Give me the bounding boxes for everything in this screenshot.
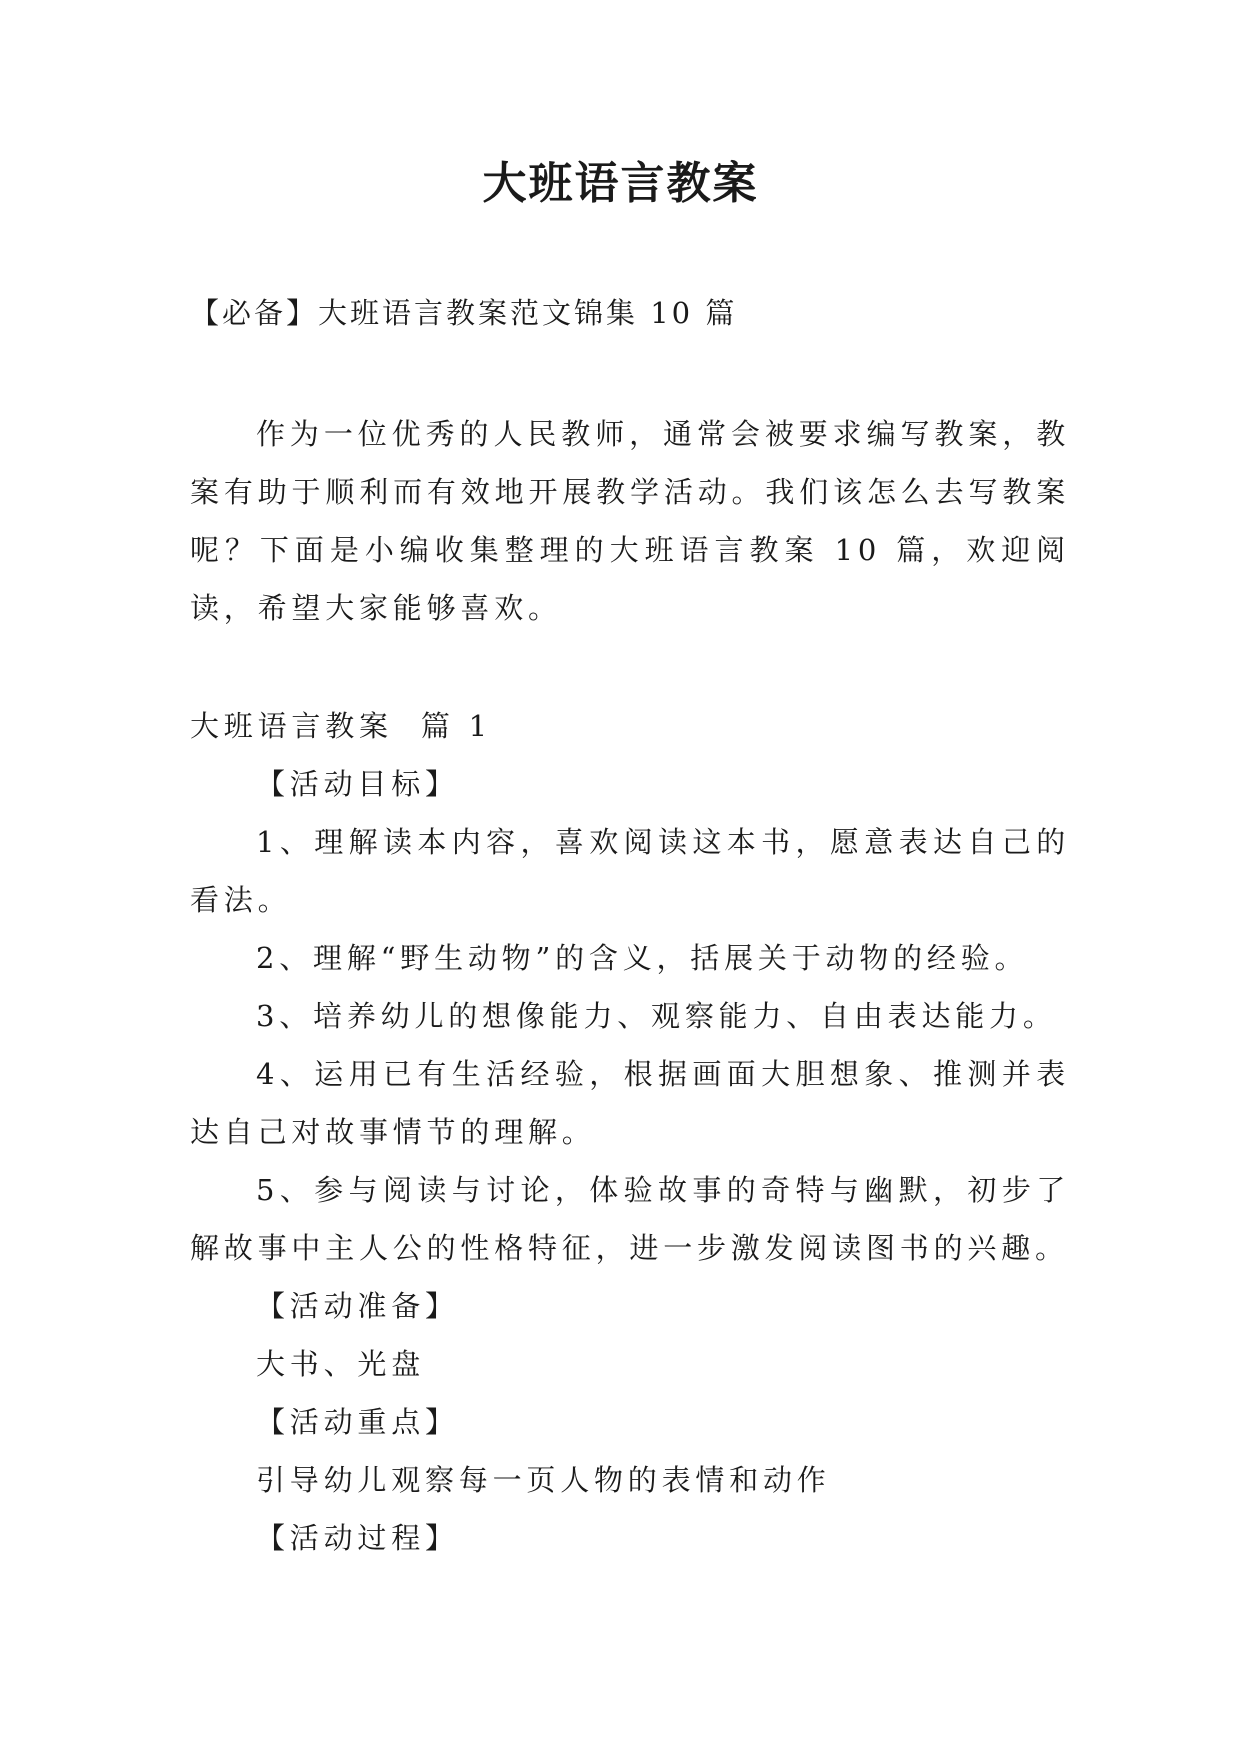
document-title: 大班语言教案 bbox=[482, 158, 759, 209]
focus-text: 引导幼儿观察每一页人物的表情和动作 bbox=[256, 1463, 831, 1497]
focus-heading: 【活动重点】 bbox=[256, 1405, 459, 1439]
intro-paragraph: 作为一位优秀的人民教师，通常会被要求编写教案，教案有助于顺利而有效地开展教学活动。我们该怎么去写教案呢？下面是小编收集整理的大班语言教案 10 篇，欢迎阅读，希望大家能够喜欢。 bbox=[190, 417, 1070, 625]
goal-item: 3、培养幼儿的想像能力、观察能力、自由表达能力。 bbox=[256, 999, 1057, 1033]
section-heading: 大班语言教案 篇 1 bbox=[190, 709, 492, 743]
goals-heading: 【活动目标】 bbox=[256, 767, 459, 801]
goal-item: 4、运用已有生活经验，根据画面大胆想象、推测并表达自己对故事情节的理解。 bbox=[190, 1057, 1070, 1149]
goal-item: 1、理解读本内容，喜欢阅读这本书，愿意表达自己的看法。 bbox=[190, 825, 1070, 917]
goal-item: 5、参与阅读与讨论，体验故事的奇特与幽默，初步了解故事中主人公的性格特征，进一步激发阅读图书的兴趣。 bbox=[190, 1173, 1070, 1265]
prep-heading: 【活动准备】 bbox=[256, 1289, 459, 1323]
prep-text: 大书、光盘 bbox=[256, 1347, 426, 1381]
lesson-body bbox=[190, 697, 1070, 1567]
document-subtitle: 【必备】大班语言教案范文锦集 10 篇 bbox=[190, 296, 738, 330]
process-heading: 【活动过程】 bbox=[256, 1521, 459, 1555]
goal-item: 2、理解“野生动物”的含义，括展关于动物的经验。 bbox=[256, 941, 1029, 975]
